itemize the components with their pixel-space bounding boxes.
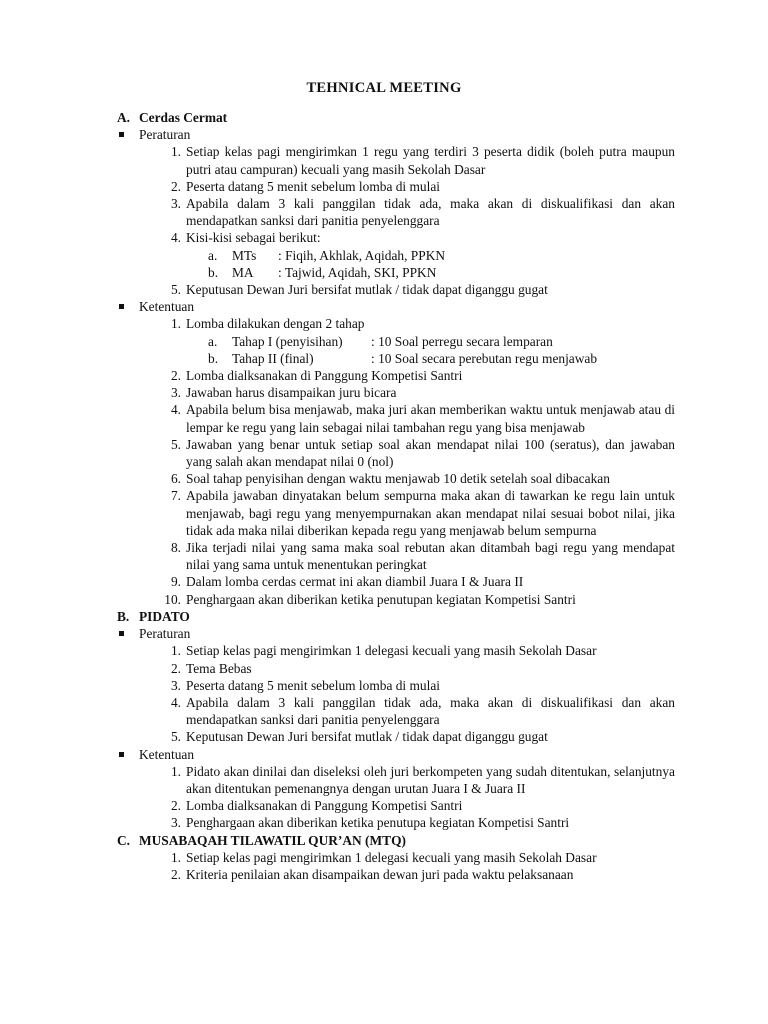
item-text: Penghargaan akan diberikan ketika penutupan kegiatan Kompetisi Santri (186, 591, 576, 607)
section-letter: A. (117, 110, 131, 125)
list-item (117, 315, 675, 332)
sub-item (117, 333, 675, 350)
bullet-ketentuan (117, 298, 675, 315)
document-title: TEHNICAL MEETING (306, 80, 462, 96)
list-item (117, 814, 675, 831)
sub-item-key: Tahap II (final) (232, 350, 314, 366)
section-heading-pidato (117, 608, 675, 625)
item-text: Lomba dialksanakan di Panggung Kompetisi Santri (186, 368, 463, 384)
item-number: 4. (170, 694, 181, 710)
item-number: 4. (170, 230, 181, 246)
item-text: Lomba dialksanakan di Panggung Kompetisi Santri (186, 798, 463, 814)
item-number: 2. (170, 660, 181, 676)
bullet-label: Ketentuan (139, 746, 195, 762)
item-number: 10. (164, 591, 181, 607)
item-text: Apabila dalam 3 kali panggilan tidak ada, maka akan di diskualifikasi dan akan mendapatkan sanksi dari panitia penyelenggara (186, 196, 675, 229)
list-item (117, 367, 675, 384)
list-item (117, 436, 675, 470)
item-text: Kriteria penilaian akan disampaikan dewan juri pada waktu pelaksanaan (186, 866, 574, 882)
item-text: Jawaban yang benar untuk setiap soal akan mendapat nilai 100 (seratus), dan jawaban yang salah akan mendapat nilai 0 (nol) (186, 436, 675, 470)
list-item (117, 539, 675, 573)
section-heading-mtq (117, 832, 675, 849)
item-number: 1. (170, 763, 181, 779)
item-number: 1. (170, 849, 181, 865)
section-title: PIDATO (139, 608, 190, 624)
item-number: 3. (170, 196, 181, 212)
item-number: 1. (170, 643, 181, 659)
section-letter: C. (117, 832, 131, 848)
list-item (117, 195, 675, 229)
item-number: 7. (170, 488, 181, 504)
item-number: 9. (170, 574, 181, 590)
item-number: 4. (170, 402, 181, 418)
item-number: 1. (170, 316, 181, 332)
item-text: Apabila belum bisa menjawab, maka juri akan memberikan waktu untuk menjawab atau di lempar ke regu yang lain sebagai nilai tambahan regu yang bisa menjawab (186, 402, 675, 435)
sub-item-key: MA (232, 264, 254, 280)
section-letter: B. (117, 608, 130, 624)
sub-item (117, 264, 675, 281)
item-text: Jika terjadi nilai yang sama maka soal rebutan akan ditambah bagi regu yang mendapat nilai yang sama untuk menentukan peringkat (186, 540, 675, 573)
item-text: Setiap kelas pagi mengirimkan 1 delegasi kecuali yang masih Sekolah Dasar (186, 643, 597, 659)
bullet-square-icon (119, 631, 124, 636)
item-number: 2. (170, 798, 181, 814)
list-item (117, 384, 675, 401)
sub-item-key: MTs (232, 247, 257, 263)
list-item (117, 849, 675, 866)
list-item (117, 281, 675, 298)
sub-item-value: : Tajwid, Aqidah, SKI, PPKN (278, 264, 437, 280)
sub-item-letter: a. (208, 333, 218, 349)
sub-item-key: Tahap I (penyisihan) (232, 333, 343, 349)
item-number: 1. (170, 144, 181, 160)
bullet-square-icon (119, 304, 124, 309)
list-item (117, 797, 675, 814)
bullet-label: Ketentuan (139, 299, 195, 315)
sub-item-value: : 10 Soal perregu secara lemparan (371, 333, 553, 349)
sub-item (117, 247, 675, 264)
item-text: Kisi-kisi sebagai berikut: (186, 230, 321, 246)
list-item (117, 728, 675, 745)
item-text: Peserta datang 5 menit sebelum lomba di mulai (186, 677, 440, 693)
sub-item-letter: a. (208, 247, 218, 263)
list-item (117, 143, 675, 177)
item-text: Pidato akan dinilai dan diseleksi oleh juri berkompeten yang sudah ditentukan, selanjutnya akan ditentukan pemenangnya dengan urutan Juara I & Juara II (186, 763, 675, 796)
item-number: 6. (170, 471, 181, 487)
bullet-label: Peraturan (139, 127, 191, 143)
item-number: 3. (170, 815, 181, 831)
list-item (117, 866, 675, 883)
sub-item-letter: b. (208, 350, 219, 366)
item-text: Setiap kelas pagi mengirimkan 1 regu yang terdiri 3 peserta didik (boleh putra maupun putri atau campuran) kecuali yang masih Sekolah Dasar (186, 144, 675, 177)
item-number: 2. (170, 368, 181, 384)
sub-item (117, 350, 675, 367)
item-text: Keputusan Dewan Juri bersifat mutlak / tidak dapat diganggu gugat (186, 282, 548, 298)
list-item (117, 470, 675, 487)
item-text: Penghargaan akan diberikan ketika penutupa kegiatan Kompetisi Santri (186, 815, 570, 831)
bullet-peraturan (117, 625, 675, 642)
item-text: Peserta datang 5 menit sebelum lomba di mulai (186, 178, 440, 194)
document-body (117, 109, 675, 883)
item-number: 5. (170, 436, 181, 452)
list-item (117, 763, 675, 797)
item-number: 2. (170, 866, 181, 882)
bullet-label: Peraturan (139, 626, 191, 642)
item-number: 3. (170, 385, 181, 401)
section-heading-cerdas-cermat (117, 109, 675, 126)
list-item (117, 401, 675, 435)
sub-item-value: : Fiqih, Akhlak, Aqidah, PPKN (278, 247, 446, 263)
bullet-peraturan (117, 126, 675, 143)
section-title: MUSABAQAH TILAWATIL QUR’AN (MTQ) (139, 832, 406, 848)
list-item (117, 677, 675, 694)
bullet-square-icon (119, 752, 124, 757)
item-number: 5. (170, 282, 181, 298)
item-text: Jawaban harus disampaikan juru bicara (186, 385, 397, 401)
item-text: Tema Bebas (186, 660, 252, 676)
item-text: Lomba dilakukan dengan 2 tahap (186, 316, 365, 332)
sub-item-letter: b. (208, 264, 219, 280)
item-text: Setiap kelas pagi mengirimkan 1 delegasi kecuali yang masih Sekolah Dasar (186, 849, 597, 865)
item-text: Apabila jawaban dinyatakan belum sempurna maka akan di tawarkan ke regu lain untuk menjawab, bagi regu yang menyempurnakan akan mendapat nilai sesuai bobot nilai, jika tidak ada maka nilai diberikan kepada regu yang menjawab belum sempurna (186, 488, 675, 538)
section-title: Cerdas Cermat (139, 110, 228, 125)
bullet-ketentuan (117, 746, 675, 763)
item-number: 5. (170, 729, 181, 745)
item-number: 2. (170, 178, 181, 194)
list-item (117, 642, 675, 659)
item-text: Apabila dalam 3 kali panggilan tidak ada, maka akan di diskualifikasi dan akan mendapatkan sanksi dari panitia penyelenggara (186, 694, 675, 728)
list-item (117, 591, 675, 608)
item-number: 3. (170, 677, 181, 693)
bullet-square-icon (119, 132, 124, 137)
item-number: 8. (170, 540, 181, 556)
list-item (117, 660, 675, 677)
list-item (117, 178, 675, 195)
list-item (117, 487, 675, 539)
item-text: Keputusan Dewan Juri bersifat mutlak / tidak dapat diganggu gugat (186, 729, 548, 745)
list-item (117, 694, 675, 728)
item-text: Soal tahap penyisihan dengan waktu menjawab 10 detik setelah soal dibacakan (186, 471, 610, 487)
item-text: Dalam lomba cerdas cermat ini akan diambil Juara I & Juara II (186, 574, 524, 590)
list-item (117, 573, 675, 590)
sub-item-value: : 10 Soal secara perebutan regu menjawab (371, 350, 598, 366)
list-item (117, 229, 675, 246)
